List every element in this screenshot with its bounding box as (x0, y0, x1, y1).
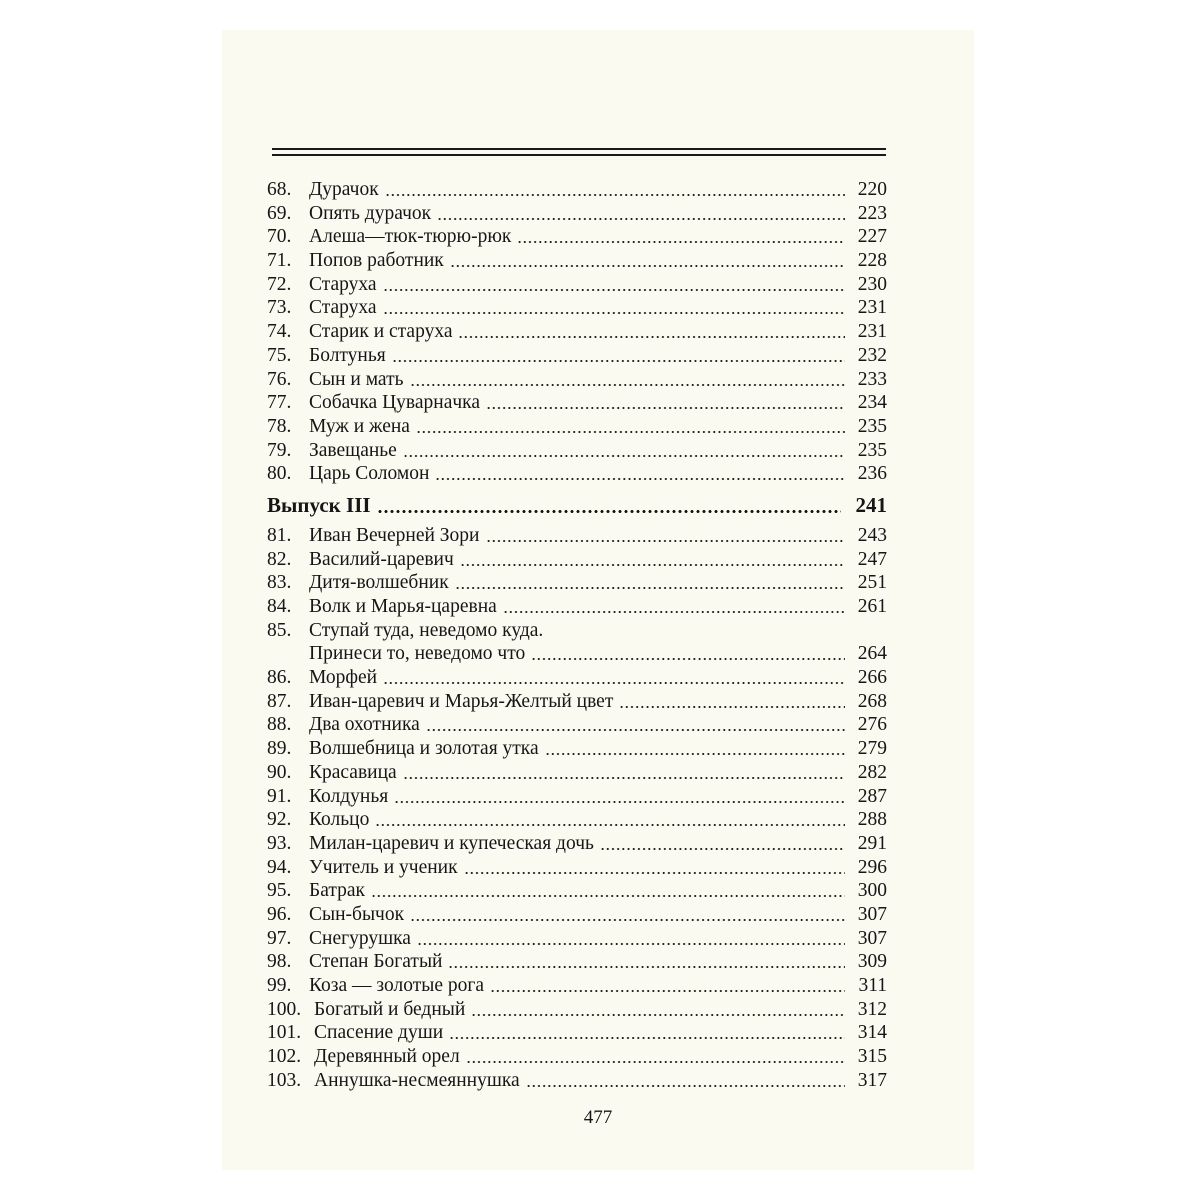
toc-entry (267, 548, 887, 572)
entry-leader-dots (385, 193, 845, 197)
toc-entry (267, 595, 887, 619)
entry-page-number: 315 (857, 1046, 887, 1068)
toc-part-1 (267, 178, 887, 486)
entry-page-number: 234 (857, 392, 887, 414)
entry-number: 92. (267, 809, 292, 831)
entry-number: 86. (267, 667, 292, 689)
toc-entry (267, 974, 887, 998)
entry-title: Аннушка-несмеяннушка (314, 1069, 520, 1091)
entry-page-number: 317 (857, 1069, 887, 1091)
entry-leader-dots (371, 894, 845, 898)
book-page (222, 30, 974, 1170)
entry-number: 82. (267, 548, 292, 570)
entry-leader-dots (466, 1060, 845, 1064)
entry-page-number: 268 (857, 690, 887, 712)
entry-number: 94. (267, 856, 292, 878)
toc-entry (267, 344, 887, 368)
entry-leader-dots (460, 563, 845, 567)
entry-title: Болтунья (309, 344, 386, 366)
entry-title: Коза — золотые рога (309, 975, 485, 996)
entry-title: Кольцо (309, 809, 370, 831)
entry-number: 87. (267, 690, 292, 712)
entry-number: 75. (267, 344, 292, 366)
toc-entry (267, 415, 887, 439)
entry-number: 79. (267, 439, 292, 461)
entry-leader-dots (410, 383, 845, 387)
entry-page-number: 230 (857, 273, 887, 295)
toc-entry (267, 879, 887, 903)
entry-leader-dots (416, 430, 845, 434)
entry-page-number: 266 (857, 667, 887, 689)
header-rule-bottom (272, 154, 886, 156)
entry-leader-dots (392, 359, 845, 363)
entry-page-number: 314 (857, 1022, 887, 1044)
entry-page-number: 236 (857, 463, 887, 485)
entry-title: Старуха (309, 273, 377, 295)
entry-number: 71. (267, 250, 292, 272)
entry-number: 101. (267, 1022, 302, 1044)
entry-page-number: 231 (857, 321, 887, 343)
entry-title: Ступай туда, неведомо куда. (309, 619, 544, 641)
entry-title: Волшебница и золотая утка (309, 738, 539, 760)
page-number-footer: 477 (583, 1107, 613, 1128)
entry-leader-dots (403, 776, 845, 780)
entry-number: 91. (267, 785, 292, 807)
toc-entry (267, 439, 887, 463)
entry-title: Василий-царевич (309, 548, 454, 570)
toc-entry (267, 202, 887, 226)
entry-page-number: 220 (857, 179, 887, 200)
entry-title: Батрак (309, 880, 365, 902)
entry-leader-dots (437, 217, 845, 221)
toc-section-heading (267, 486, 887, 524)
entry-page-number: 300 (857, 880, 887, 902)
entry-page-number: 228 (857, 250, 887, 272)
entry-title: Степан Богатый (309, 951, 443, 973)
entry-page-number: 247 (857, 548, 887, 570)
entry-page-number: 279 (857, 738, 887, 760)
entry-leader-dots (450, 264, 845, 268)
entry-page-number: 261 (857, 596, 887, 617)
toc-entry (267, 761, 887, 785)
entry-page-number: 235 (857, 415, 887, 437)
entry-leader-dots (531, 657, 845, 661)
entry-page-number: 307 (857, 903, 887, 925)
toc-entry (267, 1045, 887, 1069)
entry-page-number: 264 (857, 643, 887, 665)
entry-number: 100. (267, 998, 302, 1020)
toc-entry (267, 690, 887, 714)
entry-leader-dots (545, 752, 845, 756)
entry-leader-dots (464, 871, 845, 875)
entry-leader-dots (410, 918, 845, 922)
toc-part-2 (267, 524, 887, 1093)
entry-leader-dots (417, 942, 845, 946)
toc-entry (267, 273, 887, 297)
toc-entry (267, 903, 887, 927)
entry-title: Царь Соломон (309, 463, 430, 485)
entry-title: Опять дурачок (309, 202, 432, 224)
entry-leader-dots (503, 610, 845, 614)
table-of-contents (267, 178, 887, 1092)
entry-title: Иван-царевич и Марья-Желтый цвет (309, 690, 614, 712)
entry-title: Дитя-волшебник (309, 572, 449, 594)
toc-entry (267, 713, 887, 737)
entry-leader-dots (383, 311, 845, 315)
entry-title: Деревянный орел (314, 1046, 460, 1068)
entry-title: Сын и мать (309, 368, 404, 390)
entry-number: 102. (267, 1046, 302, 1068)
entry-page-number: 223 (857, 202, 887, 224)
toc-entry (267, 571, 887, 595)
entry-number: 96. (267, 903, 292, 925)
toc-entry (267, 1021, 887, 1045)
entry-page-number: 307 (857, 927, 887, 949)
toc-entry (267, 642, 887, 666)
entry-title: Два охотника (309, 714, 420, 736)
entry-leader-dots (600, 847, 845, 851)
entry-title: Муж и жена (309, 415, 410, 437)
entry-title: Попов работник (309, 250, 444, 272)
entry-page-number: 233 (857, 368, 887, 390)
header-rule-top (272, 148, 886, 150)
toc-entry (267, 666, 887, 690)
entry-number: 73. (267, 297, 292, 319)
entry-title: Алеша—тюк-тюрю-рюк (309, 226, 512, 248)
toc-entry (267, 249, 887, 273)
toc-entry (267, 998, 887, 1022)
toc-entry (267, 856, 887, 880)
entry-leader-dots (458, 335, 845, 339)
entry-leader-dots (394, 800, 845, 804)
entry-page-number: 276 (857, 714, 887, 736)
entry-page-number: 291 (857, 832, 887, 854)
toc-entry (267, 619, 887, 643)
entry-number: 81. (267, 524, 292, 546)
toc-entry (267, 808, 887, 832)
section-title: Выпуск III (267, 492, 371, 517)
entry-number: 93. (267, 832, 292, 854)
toc-entry (267, 737, 887, 761)
entry-number: 76. (267, 368, 292, 390)
entry-page-number: 235 (857, 439, 887, 461)
entry-page-number: 282 (857, 761, 887, 783)
entry-leader-dots (455, 586, 845, 590)
toc-entry (267, 524, 887, 548)
entry-number: 89. (267, 738, 292, 760)
entry-page-number: 231 (857, 297, 887, 319)
entry-title: Старуха (309, 297, 377, 319)
entry-number: 72. (267, 273, 292, 295)
entry-title: Милан-царевич и купеческая дочь (309, 832, 594, 854)
entry-leader-dots (448, 965, 845, 969)
entry-number: 74. (267, 321, 292, 343)
entry-number: 88. (267, 714, 292, 736)
entry-title: Принеси то, неведомо что (309, 643, 526, 665)
entry-leader-dots (619, 705, 845, 709)
entry-page-number: 288 (857, 809, 887, 831)
entry-title: Завещанье (309, 439, 397, 461)
entry-title: Морфей (309, 667, 378, 689)
toc-entry (267, 178, 887, 202)
entry-number: 90. (267, 761, 292, 783)
entry-leader-dots (471, 1013, 845, 1017)
entry-title: Снегурушка (309, 927, 411, 949)
toc-entry (267, 225, 887, 249)
toc-entry (267, 462, 887, 486)
entry-leader-dots (435, 477, 845, 481)
entry-number: 80. (267, 463, 292, 485)
entry-page-number: 251 (857, 572, 887, 594)
entry-number: 95. (267, 880, 292, 902)
toc-entry (267, 1069, 887, 1093)
entry-leader-dots (449, 1036, 845, 1040)
entry-title: Старик и старуха (309, 321, 453, 343)
entry-number: 83. (267, 572, 292, 594)
entry-number: 85. (267, 619, 292, 641)
entry-number: 98. (267, 951, 292, 973)
entry-number: 99. (267, 975, 292, 996)
section-leader-dots (377, 509, 841, 514)
entry-leader-dots (486, 406, 845, 410)
entry-leader-dots (403, 454, 845, 458)
entry-number: 103. (267, 1069, 302, 1091)
toc-entry (267, 950, 887, 974)
entry-leader-dots (526, 1084, 845, 1088)
entry-page-number: 287 (857, 785, 887, 807)
toc-entry (267, 296, 887, 320)
entry-leader-dots (383, 681, 845, 685)
toc-entry (267, 391, 887, 415)
entry-title: Собачка Цуварнaчка (309, 392, 480, 414)
entry-page-number: 312 (857, 998, 887, 1020)
entry-title: Богатый и бедный (314, 998, 466, 1020)
entry-title: Учитель и ученик (309, 856, 458, 878)
toc-entry (267, 320, 887, 344)
toc-entry (267, 785, 887, 809)
entry-number: 84. (267, 596, 292, 617)
entry-title: Иван Вечерней Зори (309, 524, 480, 546)
toc-entry (267, 368, 887, 392)
entry-title: Красавица (309, 761, 397, 783)
section-page-number: 241 (855, 492, 887, 517)
entry-page-number: 243 (857, 524, 887, 546)
entry-leader-dots (517, 240, 845, 244)
entry-leader-dots (490, 989, 845, 993)
entry-title: Колдунья (309, 785, 389, 807)
entry-title: Сын-бычок (309, 903, 405, 925)
toc-entry (267, 927, 887, 951)
entry-number: 97. (267, 927, 292, 949)
entry-page-number: 309 (857, 951, 887, 973)
entry-leader-dots (383, 288, 845, 292)
entry-number: 78. (267, 415, 292, 437)
entry-title: Спасение души (314, 1022, 444, 1044)
entry-number: 69. (267, 202, 292, 224)
entry-leader-dots (486, 539, 845, 543)
entry-title: Дурачок (309, 179, 379, 200)
entry-page-number: 311 (858, 975, 887, 996)
entry-page-number: 232 (857, 344, 887, 366)
entry-page-number: 296 (857, 856, 887, 878)
entry-number: 70. (267, 226, 292, 248)
entry-title: Волк и Марья-царевна (309, 596, 497, 617)
entry-page-number: 227 (857, 226, 887, 248)
entry-leader-dots (426, 728, 845, 732)
toc-entry (267, 832, 887, 856)
entry-number: 68. (267, 179, 292, 200)
entry-leader-dots (375, 823, 845, 827)
entry-number: 77. (267, 392, 292, 414)
